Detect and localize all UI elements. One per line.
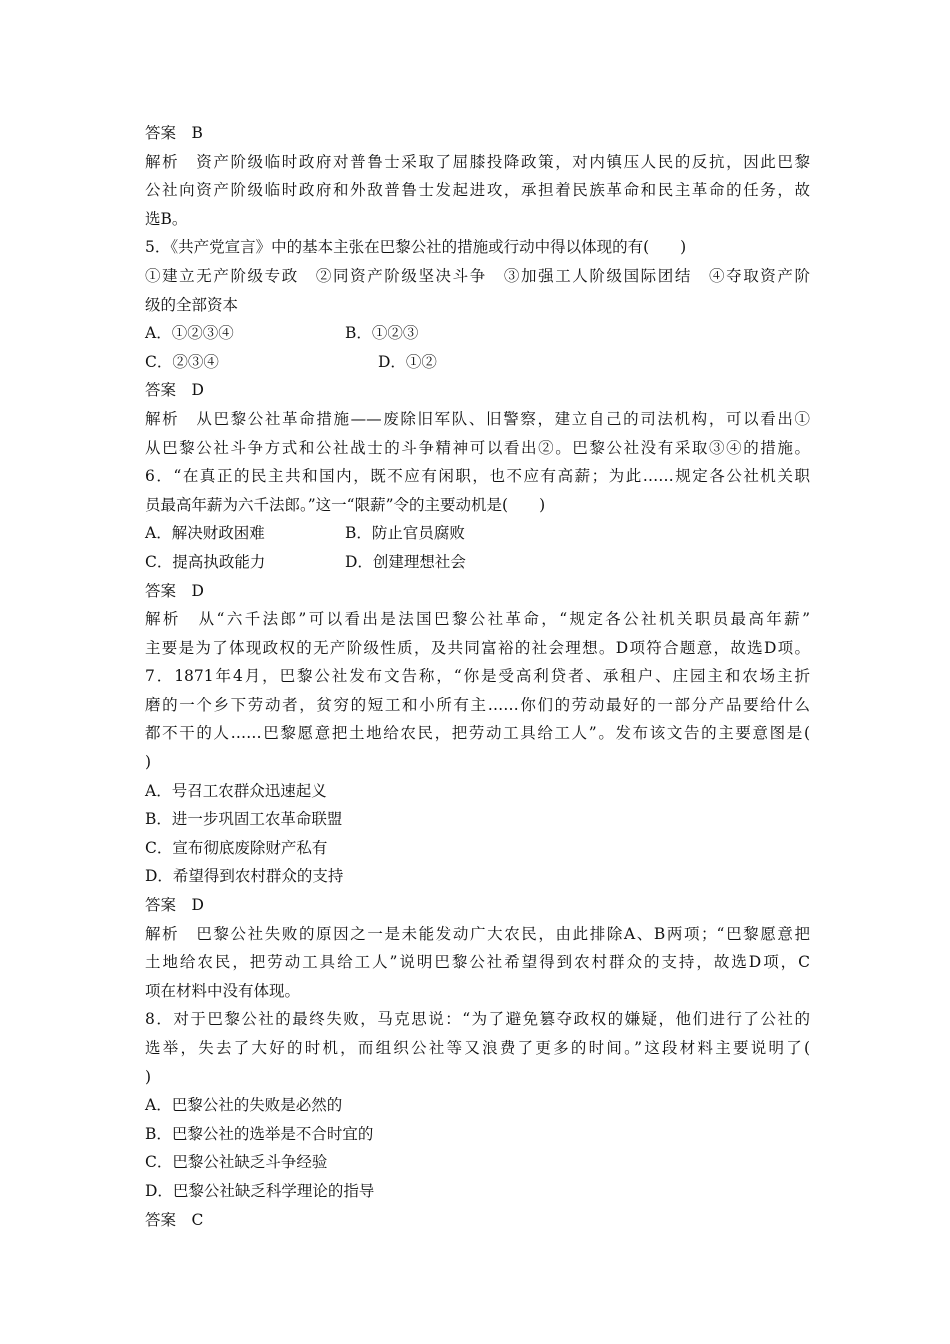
q8-option-d: D．巴黎公社缺乏科学理论的指导 bbox=[145, 1181, 375, 1200]
analysis-q4-line2: 公社向资产阶级临时政府和外敌普鲁士发起进攻，承担着民族革命和民主革命的任务，故 bbox=[145, 181, 810, 200]
q5-option-c: C．②③④ bbox=[145, 352, 219, 371]
question-5-items-line1: ①建立无产阶级专政 ②同资产阶级坚决斗争 ③加强工人阶级国际团结 ④夺取资产阶 bbox=[145, 266, 810, 285]
q7-option-c: C．宣布彻底废除财产私有 bbox=[145, 838, 328, 857]
analysis-q5-line2: 从巴黎公社斗争方式和公社战士的斗争精神可以看出②。巴黎公社没有采取③④的措施。 bbox=[145, 438, 810, 457]
analysis-q7-line1: 解析 巴黎公社失败的原因之一是未能发动广大农民，由此排除A、B两项；“巴黎愿意把 bbox=[145, 924, 810, 943]
analysis-q4-line3: 选B。 bbox=[145, 209, 188, 228]
question-5-options-row2 bbox=[145, 348, 810, 377]
answer-q7: 答案 D bbox=[145, 896, 204, 915]
q8-option-a: A．巴黎公社的失败是必然的 bbox=[145, 1096, 343, 1115]
question-6-stem-line2: 员最高年薪为六千法郎。”这一“限薪”令的主要动机是( ) bbox=[145, 495, 546, 514]
question-7-stem-line4: ) bbox=[145, 753, 152, 772]
analysis-q5-line1: 解析 从巴黎公社革命措施——废除旧军队、旧警察，建立自己的司法机构，可以看出① bbox=[145, 409, 810, 428]
answer-q4: 答案 B bbox=[145, 124, 203, 142]
analysis-q4-line1: 解析 资产阶级临时政府对普鲁士采取了屈膝投降政策，对内镇压人民的反抗，因此巴黎 bbox=[145, 152, 810, 171]
question-8-stem-line2: 选举，失去了大好的时机，而组织公社等又浪费了更多的时间。”这段材料主要说明了( bbox=[145, 1039, 810, 1057]
question-6-options-row2 bbox=[145, 548, 810, 577]
analysis-q6-line2: 主要是为了体现政权的无产阶级性质，及共同富裕的社会理想。D项符合题意，故选D项。 bbox=[145, 638, 810, 657]
question-7-stem-line3: 都不干的人……巴黎愿意把土地给农民，把劳动工具给工人”。发布该文告的主要意图是( bbox=[145, 724, 810, 743]
q7-option-a: A．号召工农群众迅速起义 bbox=[145, 781, 327, 800]
q8-option-c: C．巴黎公社缺乏斗争经验 bbox=[145, 1153, 328, 1172]
q6-option-a: A．解决财政困难 bbox=[145, 524, 265, 543]
question-8-stem-line1: 8．对于巴黎公社的最终失败，马克思说：“为了避免篡夺政权的嫌疑，他们进行了公社的 bbox=[145, 1010, 810, 1029]
q5-option-d: D．①② bbox=[378, 352, 437, 371]
analysis-q7-line2: 土地给农民，把劳动工具给工人”说明巴黎公社希望得到农村群众的支持，故选D项，C bbox=[145, 953, 810, 972]
question-5-stem: 5．《共产党宣言》中的基本主张在巴黎公社的措施或行动中得以体现的有( ) bbox=[145, 238, 687, 257]
q7-option-b: B．进一步巩固工农革命联盟 bbox=[145, 810, 343, 829]
q6-option-c: C．提高执政能力 bbox=[145, 552, 266, 571]
q7-option-d: D．希望得到农村群众的支持 bbox=[145, 867, 344, 886]
q5-option-a: A．①②③④ bbox=[145, 324, 234, 343]
question-5-items-line2: 级的全部资本 bbox=[145, 295, 239, 314]
q5-option-b: B．①②③ bbox=[345, 324, 419, 343]
question-7-stem-line1: 7．1871年4月，巴黎公社发布文告称，“你是受高利贷者、承租户、庄园主和农场主折 bbox=[145, 667, 810, 686]
question-6-options-row1 bbox=[145, 519, 810, 548]
document-body bbox=[145, 119, 810, 1234]
answer-q8: 答案 C bbox=[145, 1210, 204, 1229]
question-8-stem-line3: ) bbox=[145, 1067, 152, 1086]
q6-option-d: D．创建理想社会 bbox=[345, 552, 466, 571]
q8-option-b: B．巴黎公社的选举是不合时宜的 bbox=[145, 1124, 374, 1143]
analysis-q7-line3: 项在材料中没有体现。 bbox=[145, 981, 301, 1000]
question-6-stem-line1: 6．“在真正的民主共和国内，既不应有闲职，也不应有高薪；为此……规定各公社机关职 bbox=[145, 467, 810, 486]
q6-option-b: B．防止官员腐败 bbox=[345, 524, 465, 543]
analysis-q6-line1: 解析 从“六千法郎”可以看出是法国巴黎公社革命，“规定各公社机关职员最高年薪” bbox=[145, 610, 810, 629]
question-7-stem-line2: 磨的一个乡下劳动者，贫穷的短工和小所有主……你们的劳动最好的一部分产品要给什么 bbox=[145, 695, 810, 714]
question-5-options-row1 bbox=[145, 319, 810, 348]
answer-q6: 答案 D bbox=[145, 581, 204, 600]
answer-q5: 答案 D bbox=[145, 381, 204, 400]
